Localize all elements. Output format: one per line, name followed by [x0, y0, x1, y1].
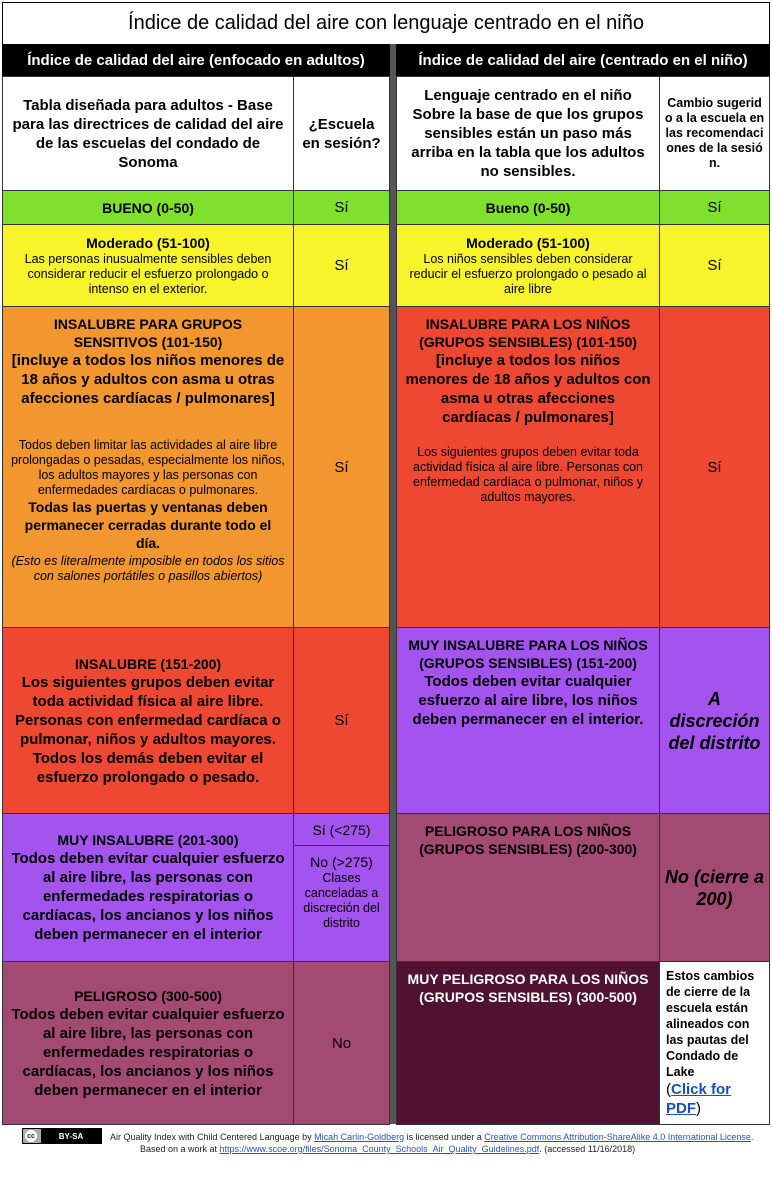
row-usg-child-bracket: [incluye a todos los niños menores de 18 años y adultos con asma u otras afecciones cardíacas / pulmonares]	[405, 352, 651, 426]
row-usg-adult-bold: Todas las puertas y ventanas deben permanecer cerradas durante todo el día.	[24, 499, 272, 551]
row-usg-adult-bracket: [incluye a todos los niños menores de 18 años y adultos con asma u otras afecciones cardíacas / pulmonares]	[11, 352, 285, 407]
row-moderate-child-title: Moderado (51-100)	[466, 235, 590, 251]
row-usg-adult-title: INSALUBRE PARA GRUPOS SENSITIVOS (101-150)	[53, 316, 243, 350]
row-usg-adult-text: Todos deben limitar las actividades al aire libre prolongadas o pesadas, especialmente los niños, los adultos mayores y las personas con enfermedades cardíacas o pulmonares.	[11, 438, 285, 497]
row-usg-adult-italic: (Esto es literalmente imposible en todos los sitios con salones portátiles o pasillos abiertos)	[11, 554, 285, 583]
row-good-change: Sí	[659, 190, 770, 225]
footer-text: Based on a work at	[140, 1144, 220, 1154]
paren-close: )	[696, 1100, 701, 1117]
row-very-session-no	[293, 845, 390, 962]
row-usg-child-title: INSALUBRE PARA LOS NIÑOS (GRUPOS SENSIBLES) (101-150)	[419, 316, 637, 350]
license-link[interactable]: Creative Commons Attribution-ShareAlike 4.0 International License	[484, 1132, 751, 1142]
row-hazardous-adult-title: PELIGROSO (300-500)	[74, 987, 222, 1004]
row-unhealthy-adult	[2, 627, 294, 814]
row-moderate-child-text: Los niños sensibles deben considerar reducir el esfuerzo prolongado o pesado al aire libre	[409, 252, 647, 296]
header-adult: Índice de calidad del aire (enfocado en adultos)	[2, 44, 390, 76]
row-hazardous-child	[396, 961, 660, 1125]
row-hazardous-change	[659, 961, 770, 1125]
row-usg-child	[396, 306, 660, 628]
row-hazardous-change-text: Estos cambios de cierre de la escuela están alineados con las pautas del Condado de Lake	[666, 969, 755, 1079]
cc-badge-label: BY-SA	[41, 1129, 101, 1143]
footer-text: . (accessed 11/16/2018)	[539, 1144, 636, 1154]
source-link[interactable]: https://www.scoe.org/files/Sonoma_County_Schools_Air_Quality_Guidelines.pdf	[219, 1144, 540, 1154]
row-unhealthy-child-text: Todos deben evitar cualquier esfuerzo al aire libre, los niños deben permanecer en el interior.	[412, 673, 644, 728]
footer-line-1	[110, 1132, 760, 1142]
row-very-session-yes: Sí (<275)	[293, 813, 390, 846]
row-very-session-no-text: Clases canceladas a discreción del distrito	[303, 871, 380, 930]
header-child: Índice de calidad del aire (centrado en el niño)	[396, 44, 770, 76]
row-usg-session: Sí	[293, 306, 390, 628]
page-title: Índice de calidad del aire con lenguaje centrado en el niño	[128, 11, 644, 34]
cc-icon: cc	[25, 1130, 37, 1142]
row-hazardous-adult-text: Todos deben evitar cualquier esfuerzo al aire libre, las personas con enfermedades respiratorias o cardíacas, los ancianos y los niños deben permanecer en el interior	[11, 1005, 285, 1099]
row-moderate-adult	[2, 224, 294, 307]
row-moderate-child	[396, 224, 660, 307]
row-very-adult-text: Todos deben evitar cualquier esfuerzo al aire libre, las personas con enfermedades respiratorias o cardíacas, los ancianos y los niños deben permanecer en el interior	[11, 850, 285, 943]
row-very-child	[396, 813, 660, 962]
footer-line-2	[140, 1144, 740, 1154]
row-very-child-title: PELIGROSO PARA LOS NIÑOS (GRUPOS SENSIBLES) (200-300)	[419, 823, 637, 857]
colhead-suggested-change: Cambio sugerido a la escuela en las recomendaciones de la sesión.	[659, 76, 770, 191]
footer	[0, 1126, 772, 1166]
footer-text: Air Quality Index with Child Centered Language by	[110, 1132, 315, 1142]
row-usg-change: Sí	[659, 306, 770, 628]
row-usg-child-text: Los siguientes grupos deben evitar toda actividad física al aire libre. Personas con enfermedad cardíaca o pulmonar, niños y adultos mayores.	[413, 445, 643, 504]
row-unhealthy-adult-title: INSALUBRE (151-200)	[74, 655, 222, 672]
footer-text: .	[750, 1132, 754, 1142]
row-moderate-adult-text: Las personas inusualmente sensibles deben considerar reducir el esfuerzo prolongado o intenso en el exterior.	[24, 252, 272, 296]
paren-open: (	[666, 1081, 671, 1098]
colhead-adult-table: Tabla diseñada para adultos - Base para las directrices de calidad del aire de las escuelas del condado de Sonoma	[2, 76, 294, 191]
row-moderate-change: Sí	[659, 224, 770, 307]
row-very-session-no-title: No (>275)	[310, 854, 373, 870]
colhead-school-session: ¿Escuela en sesión?	[293, 76, 390, 191]
row-hazardous-child-title: MUY PELIGROSO PARA LOS NIÑOS (GRUPOS SENSIBLES) (300-500)	[407, 971, 649, 1005]
row-unhealthy-session: Sí	[293, 627, 390, 814]
column-divider	[390, 44, 396, 1124]
row-unhealthy-child	[396, 627, 660, 814]
row-very-adult-title: MUY INSALUBRE (201-300)	[57, 832, 239, 848]
row-unhealthy-child-title: MUY INSALUBRE PARA LOS NIÑOS (GRUPOS SENSIBLES) (151-200)	[408, 637, 648, 671]
row-hazardous-adult	[2, 961, 294, 1125]
author-link[interactable]: Micah Carlin-Goldberg	[314, 1132, 405, 1142]
row-good-session: Sí	[293, 190, 390, 225]
row-unhealthy-adult-text: Los siguientes grupos deben evitar toda actividad física al aire libre. Personas con enfermedad cardíaca o pulmonar, niños y adultos mayores. Todos los demás deben evitar el esfuerzo prolongado o pesado.	[15, 673, 281, 786]
footer-text: is licensed under a	[404, 1132, 485, 1142]
row-good-adult: BUENO (0-50)	[2, 190, 294, 225]
row-good-child: Bueno (0-50)	[396, 190, 660, 225]
row-unhealthy-change: A discreción del distrito	[659, 627, 770, 814]
pdf-link[interactable]: Click for PDF	[666, 1081, 732, 1117]
row-hazardous-session: No	[293, 961, 390, 1125]
row-usg-adult	[2, 306, 294, 628]
cc-by-sa-badge[interactable]	[22, 1128, 102, 1144]
row-moderate-session: Sí	[293, 224, 390, 307]
row-very-adult	[2, 813, 294, 962]
row-moderate-adult-title: Moderado (51-100)	[86, 235, 210, 251]
colhead-child-language: Lenguaje centrado en el niño Sobre la base de que los grupos sensibles están un paso más arriba en la tabla que los adultos no sensibles.	[396, 76, 660, 191]
row-very-change: No (cierre a 200)	[659, 813, 770, 962]
